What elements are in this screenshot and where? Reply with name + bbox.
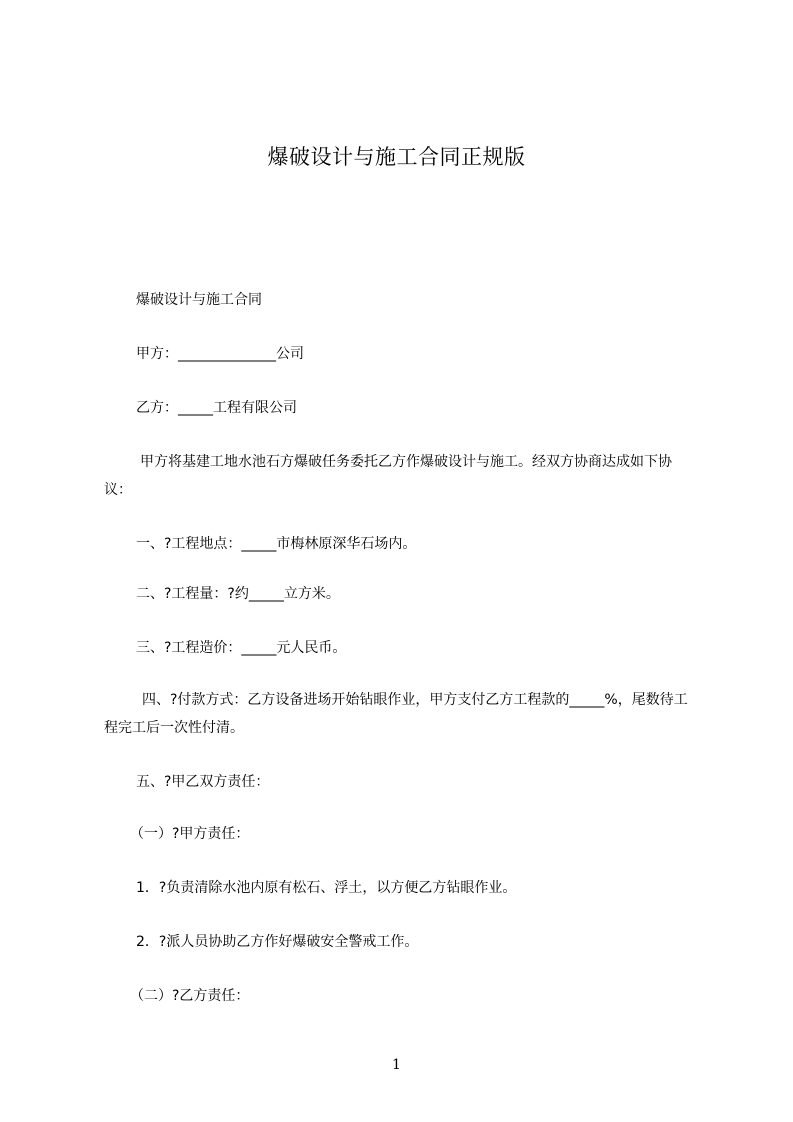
party-b-responsibilities-heading: （二）?乙方责任： — [130, 988, 250, 1004]
clause-price: 三、?工程造价：_____元人民币。 — [136, 640, 347, 656]
clause-responsibilities: 五、?甲乙双方责任： — [136, 774, 270, 790]
page-number: 1 — [392, 1057, 401, 1073]
clause-payment: 四、?付款方式：乙方设备进场开始钻眼作业，甲方支付乙方工程款的_____%，尾数待工程完工后一次性付清。 — [104, 692, 688, 736]
contract-heading: 爆破设计与施工合同 — [136, 292, 262, 308]
intro-paragraph: 甲方将基建工地水池石方爆破任务委托乙方作爆破设计与施工。经双方协商达成如下协议： — [104, 454, 672, 498]
party-a-item-2: 2．?派人员协助乙方作好爆破安全警戒工作。 — [136, 934, 419, 950]
clause-location: 一、?工程地点：_____市梅林原深华石场内。 — [136, 536, 417, 552]
clause-quantity: 二、?工程量：?约_____立方米。 — [136, 586, 340, 602]
party-a-responsibilities-heading: （一）?甲方责任： — [130, 826, 250, 842]
party-a-line: 甲方：______________公司 — [136, 346, 304, 362]
party-b-line: 乙方：_____工程有限公司 — [136, 400, 297, 416]
document-title: 爆破设计与施工合同正规版 — [267, 145, 526, 169]
party-a-item-1: 1．?负责清除水池内原有松石、浮土，以方便乙方钻眼作业。 — [136, 880, 517, 896]
